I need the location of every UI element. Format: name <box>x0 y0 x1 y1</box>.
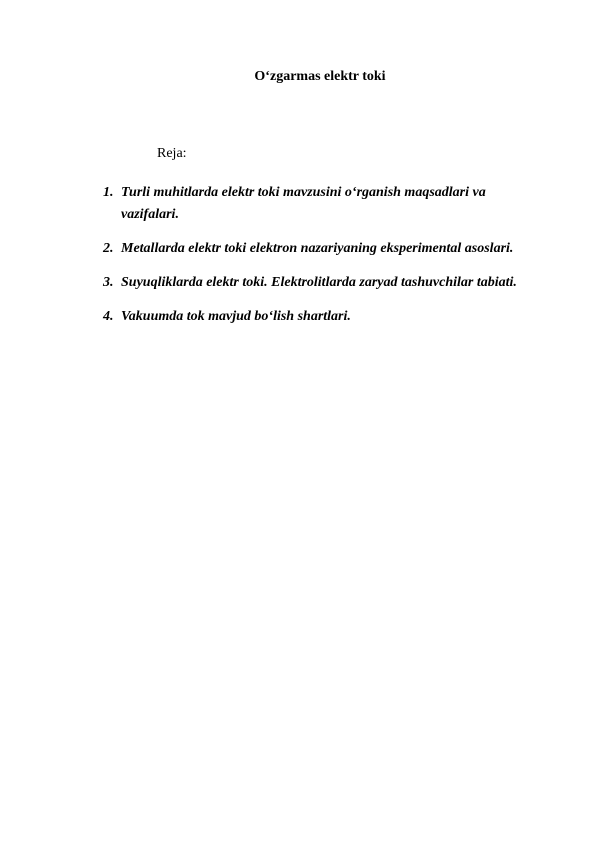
plan-item-text: Turli muhitlarda elektr toki mavzusini o‘rganish maqsadlari va vazifalari. <box>121 185 486 222</box>
plan-list <box>103 182 563 340</box>
plan-item-text: Suyuqliklarda elektr toki. Elektrolitlarda zaryad tashuvchilar tabiati. <box>121 275 517 290</box>
plan-item-2 <box>103 238 563 260</box>
plan-item-1 <box>103 182 563 226</box>
plan-item-4 <box>103 306 563 328</box>
plan-heading: Reja: <box>157 146 187 161</box>
plan-item-text: Vakuumda tok mavjud bo‘lish shartlari. <box>121 309 351 324</box>
plan-item-number: 1. <box>103 185 114 200</box>
plan-item-text: Metallarda elektr toki elektron nazariyaning eksperimental asoslari. <box>121 241 514 256</box>
plan-item-3 <box>103 272 563 294</box>
plan-item-number: 2. <box>103 241 114 256</box>
plan-item-number: 4. <box>103 309 114 324</box>
document-title: O‘zgarmas elektr toki <box>254 69 386 84</box>
plan-item-number: 3. <box>103 275 114 290</box>
